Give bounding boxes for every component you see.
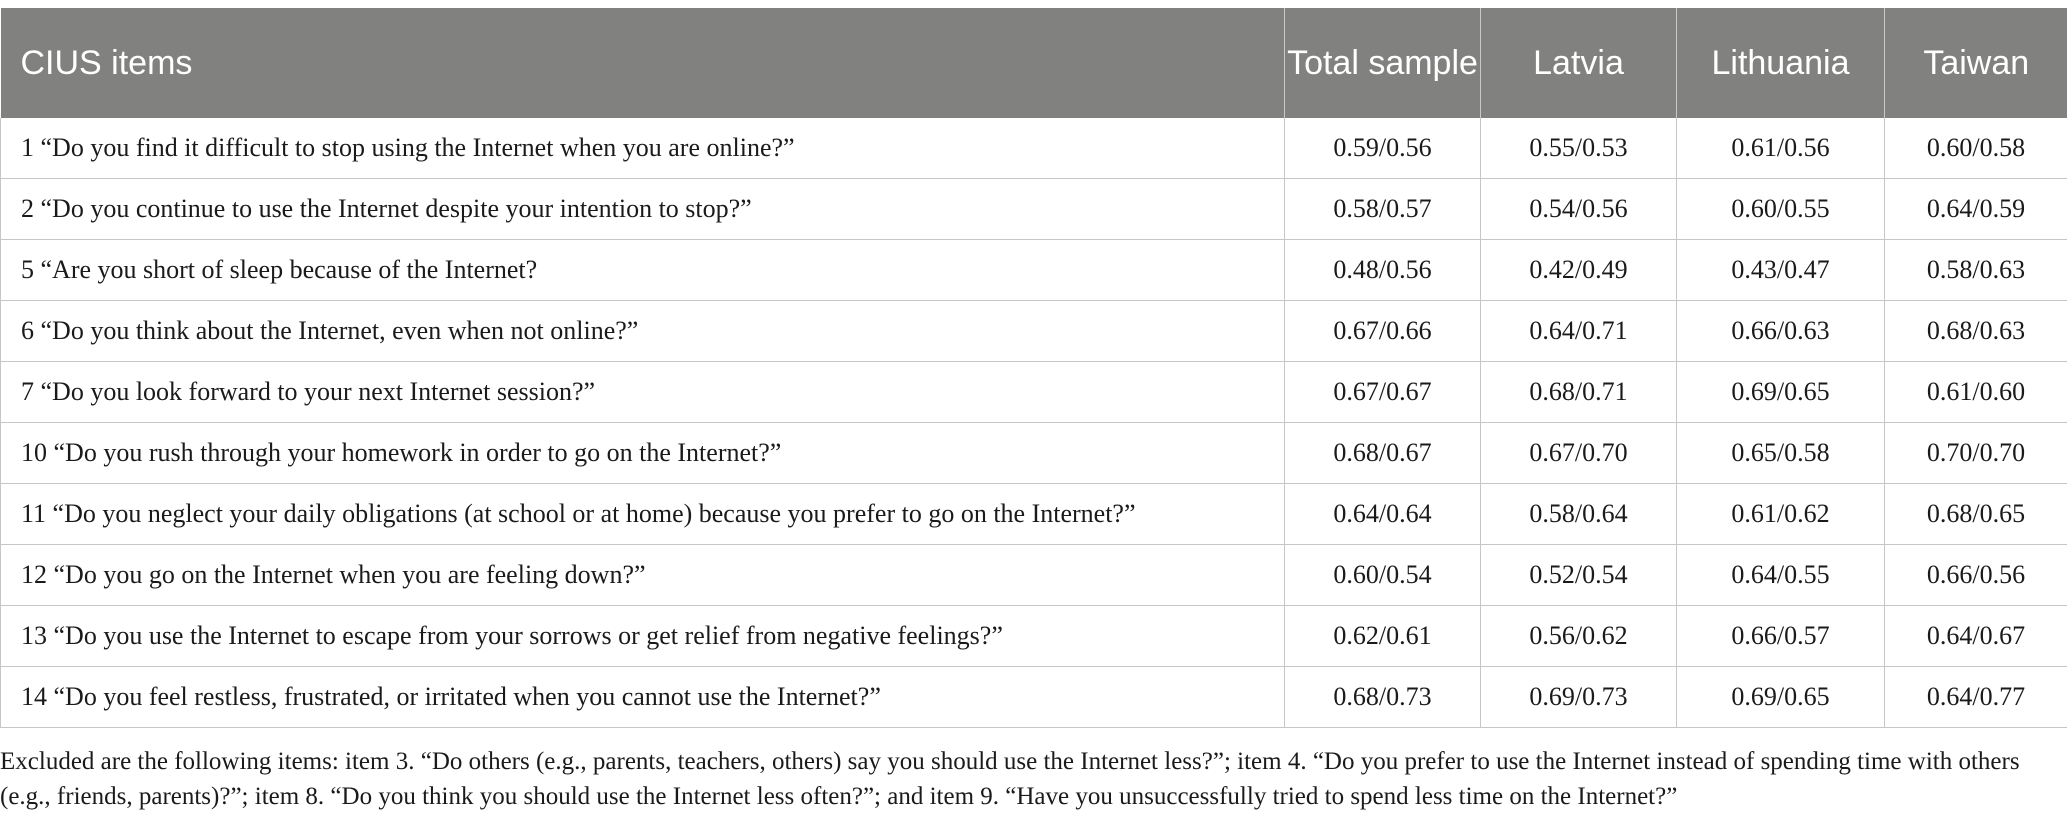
- taiwan-cell: 0.61/0.60: [1885, 362, 2067, 423]
- lithuania-cell: 0.65/0.58: [1677, 423, 1885, 484]
- latvia-cell: 0.55/0.53: [1481, 118, 1677, 179]
- item-cell: 11 “Do you neglect your daily obligations (at school or at home) because you prefer to go on the Internet?”: [1, 484, 1285, 545]
- item-cell: 10 “Do you rush through your homework in order to go on the Internet?”: [1, 423, 1285, 484]
- item-cell: 2 “Do you continue to use the Internet despite your intention to stop?”: [1, 179, 1285, 240]
- results-table-container: [0, 8, 2067, 728]
- latvia-cell: 0.58/0.64: [1481, 484, 1677, 545]
- latvia-cell: 0.68/0.71: [1481, 362, 1677, 423]
- total-sample-cell: 0.62/0.61: [1285, 606, 1481, 667]
- latvia-cell: 0.54/0.56: [1481, 179, 1677, 240]
- total-sample-cell: 0.48/0.56: [1285, 240, 1481, 301]
- taiwan-cell: 0.70/0.70: [1885, 423, 2067, 484]
- taiwan-cell: 0.68/0.63: [1885, 301, 2067, 362]
- table-row: [1, 667, 2067, 728]
- taiwan-cell: 0.64/0.77: [1885, 667, 2067, 728]
- item-cell: 14 “Do you feel restless, frustrated, or irritated when you cannot use the Internet?”: [1, 667, 1285, 728]
- lithuania-cell: 0.61/0.56: [1677, 118, 1885, 179]
- header-lithuania: Lithuania: [1677, 8, 1885, 118]
- taiwan-cell: 0.58/0.63: [1885, 240, 2067, 301]
- table-row: [1, 179, 2067, 240]
- total-sample-cell: 0.68/0.67: [1285, 423, 1481, 484]
- total-sample-cell: 0.67/0.66: [1285, 301, 1481, 362]
- item-cell: 13 “Do you use the Internet to escape from your sorrows or get relief from negative feelings?”: [1, 606, 1285, 667]
- header-total-sample: Total sample: [1285, 8, 1481, 118]
- table-row: [1, 301, 2067, 362]
- table-header-row: [1, 8, 2067, 118]
- table-row: [1, 545, 2067, 606]
- lithuania-cell: 0.66/0.63: [1677, 301, 1885, 362]
- table-footnote: Excluded are the following items: item 3. “Do others (e.g., parents, teachers, others) say you should use the Internet less?”; item 4. “Do you prefer to use the Internet instead of spending time with others (e.g., friends, parents)?”; item 8. “Do you think you should use the Internet less often?”; and item 9. “Have you unsuccessfully tried to spend less time on the Internet?”: [0, 748, 2020, 810]
- latvia-cell: 0.52/0.54: [1481, 545, 1677, 606]
- lithuania-cell: 0.64/0.55: [1677, 545, 1885, 606]
- total-sample-cell: 0.58/0.57: [1285, 179, 1481, 240]
- latvia-cell: 0.67/0.70: [1481, 423, 1677, 484]
- latvia-cell: 0.56/0.62: [1481, 606, 1677, 667]
- latvia-cell: 0.64/0.71: [1481, 301, 1677, 362]
- table-row: [1, 484, 2067, 545]
- cius-loadings-table: [0, 8, 2067, 728]
- lithuania-cell: 0.43/0.47: [1677, 240, 1885, 301]
- lithuania-cell: 0.66/0.57: [1677, 606, 1885, 667]
- latvia-cell: 0.69/0.73: [1481, 667, 1677, 728]
- table-row: [1, 362, 2067, 423]
- header-taiwan: Taiwan: [1885, 8, 2067, 118]
- total-sample-cell: 0.64/0.64: [1285, 484, 1481, 545]
- lithuania-cell: 0.60/0.55: [1677, 179, 1885, 240]
- table-row: [1, 240, 2067, 301]
- table-row: [1, 606, 2067, 667]
- taiwan-cell: 0.64/0.59: [1885, 179, 2067, 240]
- item-cell: 1 “Do you find it difficult to stop using the Internet when you are online?”: [1, 118, 1285, 179]
- taiwan-cell: 0.66/0.56: [1885, 545, 2067, 606]
- item-cell: 12 “Do you go on the Internet when you are feeling down?”: [1, 545, 1285, 606]
- taiwan-cell: 0.60/0.58: [1885, 118, 2067, 179]
- header-cius-items: CIUS items: [1, 8, 1285, 118]
- table-row: [1, 118, 2067, 179]
- total-sample-cell: 0.67/0.67: [1285, 362, 1481, 423]
- total-sample-cell: 0.68/0.73: [1285, 667, 1481, 728]
- lithuania-cell: 0.61/0.62: [1677, 484, 1885, 545]
- header-latvia: Latvia: [1481, 8, 1677, 118]
- taiwan-cell: 0.68/0.65: [1885, 484, 2067, 545]
- lithuania-cell: 0.69/0.65: [1677, 362, 1885, 423]
- table-body: [1, 118, 2067, 728]
- lithuania-cell: 0.69/0.65: [1677, 667, 1885, 728]
- item-cell: 5 “Are you short of sleep because of the Internet?: [1, 240, 1285, 301]
- latvia-cell: 0.42/0.49: [1481, 240, 1677, 301]
- item-cell: 7 “Do you look forward to your next Internet session?”: [1, 362, 1285, 423]
- total-sample-cell: 0.60/0.54: [1285, 545, 1481, 606]
- table-row: [1, 423, 2067, 484]
- item-cell: 6 “Do you think about the Internet, even when not online?”: [1, 301, 1285, 362]
- total-sample-cell: 0.59/0.56: [1285, 118, 1481, 179]
- taiwan-cell: 0.64/0.67: [1885, 606, 2067, 667]
